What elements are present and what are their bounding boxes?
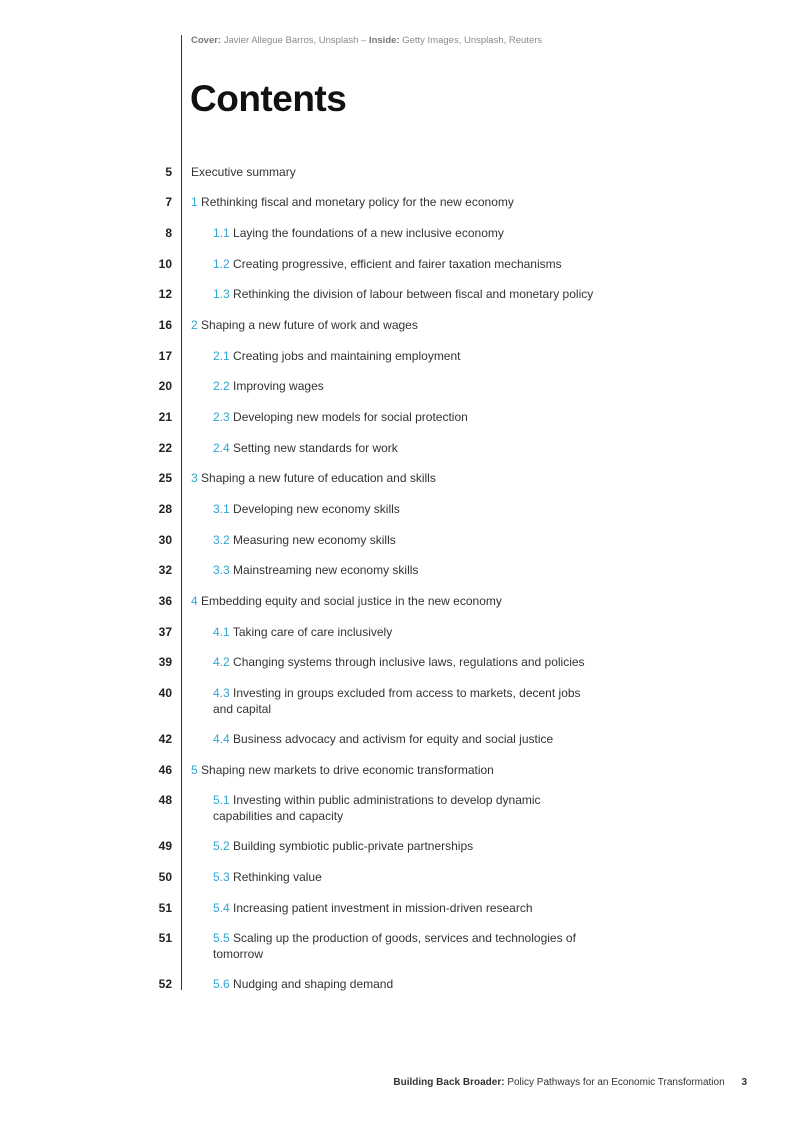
- toc-section-title: Setting new standards for work: [233, 441, 398, 455]
- toc-page-number: 12: [158, 287, 172, 301]
- toc-section-title: Business advocacy and activism for equity and social justice: [233, 732, 554, 746]
- toc-page-number: 39: [158, 655, 172, 669]
- toc-section-title: Rethinking the division of labour between fiscal and monetary policy: [233, 287, 594, 301]
- toc-section-number: 5.2: [213, 839, 230, 853]
- toc-section-number: 4.3: [213, 686, 230, 700]
- toc-section-title: Investing within public administrations to develop dynamic capabilities and capacity: [213, 793, 541, 823]
- toc-entry-text: [213, 226, 603, 242]
- toc-entry-text: [191, 594, 581, 610]
- toc-section-title: Shaping new markets to drive economic transformation: [201, 763, 494, 777]
- toc-section-number: 4.2: [213, 655, 230, 669]
- toc-entry-text: [213, 533, 603, 549]
- toc-page-number: 21: [158, 410, 172, 424]
- toc-section-title: Executive summary: [191, 165, 296, 179]
- toc-section-title: Improving wages: [233, 379, 324, 393]
- toc-section-number: 3.2: [213, 533, 230, 547]
- toc-page-number: 32: [158, 563, 172, 577]
- toc-section-number: 2.1: [213, 349, 230, 363]
- cover-credit: Javier Allegue Barros, Unsplash: [223, 35, 359, 46]
- toc-entry-text: [213, 379, 603, 395]
- inside-label: Inside:: [368, 35, 400, 46]
- toc-entry-text: [213, 839, 603, 855]
- toc-section-title: Rethinking fiscal and monetary policy for the new economy: [201, 195, 514, 209]
- toc-section-title: Shaping a new future of education and skills: [201, 471, 436, 485]
- toc-entry-text: [213, 287, 603, 303]
- footer-title: Policy Pathways for an Economic Transformation: [507, 1077, 725, 1088]
- toc-page-number: 50: [158, 870, 172, 884]
- toc-entry-text: [213, 502, 603, 518]
- page-number: 3: [741, 1077, 747, 1088]
- page-footer: [393, 1077, 747, 1088]
- toc-section-number: 2.4: [213, 441, 230, 455]
- toc-page-number: 7: [165, 195, 172, 209]
- toc-section-number: 5.6: [213, 977, 230, 991]
- toc-section-number: 2: [191, 318, 198, 332]
- cover-label: Cover:: [191, 35, 222, 46]
- toc-page-number: 17: [158, 349, 172, 363]
- toc-section-title: Creating jobs and maintaining employment: [233, 349, 461, 363]
- toc-section-number: 1.3: [213, 287, 230, 301]
- toc-page-number: 16: [158, 318, 172, 332]
- toc-section-number: 1.1: [213, 226, 230, 240]
- toc-section-number: 5.5: [213, 931, 230, 945]
- toc-entry-text: [213, 931, 603, 962]
- toc-section-number: 4.4: [213, 732, 230, 746]
- toc-section-number: 4.1: [213, 625, 230, 639]
- toc-entry-text: [213, 686, 603, 717]
- toc-section-title: Developing new models for social protection: [233, 410, 468, 424]
- toc-entry-text: [213, 410, 603, 426]
- toc-page-number: 48: [158, 793, 172, 807]
- toc-entry-text: [213, 625, 603, 641]
- toc-entry-text: [213, 257, 603, 273]
- toc-section-number: 5.1: [213, 793, 230, 807]
- toc-entry-text: [213, 732, 603, 748]
- toc-section-title: Investing in groups excluded from access to markets, decent jobs and capital: [213, 686, 581, 716]
- toc-section-title: Increasing patient investment in mission-driven research: [233, 901, 533, 915]
- toc-page-number: 46: [158, 763, 172, 777]
- toc-section-number: 5: [191, 763, 198, 777]
- toc-entry-text: [191, 318, 581, 334]
- credit-separator: –: [358, 35, 369, 46]
- toc-section-title: Shaping a new future of work and wages: [201, 318, 418, 332]
- toc-entry-text: [213, 870, 603, 886]
- toc-section-number: 3.3: [213, 563, 230, 577]
- toc-section-number: 5.4: [213, 901, 230, 915]
- toc-page-number: 51: [158, 901, 172, 915]
- toc-section-number: 2.3: [213, 410, 230, 424]
- toc-page-number: 22: [158, 441, 172, 455]
- toc-page-number: 8: [165, 226, 172, 240]
- toc-page-number: 30: [158, 533, 172, 547]
- toc-page-number: 10: [158, 257, 172, 271]
- toc-section-number: 1: [191, 195, 198, 209]
- toc-entry-text: [191, 195, 581, 211]
- toc-page-number: 52: [158, 977, 172, 991]
- toc-entry-text: [213, 793, 603, 824]
- toc-page-number: 36: [158, 594, 172, 608]
- toc-page-number: 5: [165, 165, 172, 179]
- toc-section-title: Mainstreaming new economy skills: [233, 563, 419, 577]
- toc-entry-text: [191, 165, 581, 181]
- inside-credit: Getty Images, Unsplash, Reuters: [402, 35, 543, 46]
- toc-section-title: Embedding equity and social justice in the new economy: [201, 594, 502, 608]
- toc-section-title: Laying the foundations of a new inclusive economy: [233, 226, 504, 240]
- toc-section-number: 3.1: [213, 502, 230, 516]
- toc-section-title: Measuring new economy skills: [233, 533, 396, 547]
- toc-entry-text: [213, 655, 603, 671]
- toc-section-title: Taking care of care inclusively: [232, 625, 393, 639]
- toc-entry-text: [213, 441, 603, 457]
- toc-entry-text: [191, 763, 581, 779]
- toc-page-number: 37: [158, 625, 172, 639]
- vertical-rule: [181, 35, 182, 990]
- toc-entry-text: [213, 349, 603, 365]
- toc-section-title: Creating progressive, efficient and fairer taxation mechanisms: [233, 257, 562, 271]
- toc-section-title: Nudging and shaping demand: [233, 977, 394, 991]
- toc-entry-text: [213, 977, 603, 993]
- toc-page-number: 25: [158, 471, 172, 485]
- toc-section-number: 1.2: [213, 257, 230, 271]
- toc-section-title: Building symbiotic public-private partnerships: [233, 839, 474, 853]
- toc-page-number: 40: [158, 686, 172, 700]
- photo-credits: [191, 35, 542, 46]
- toc-section-number: 4: [191, 594, 198, 608]
- toc-entry-text: [191, 471, 581, 487]
- toc-page-number: 42: [158, 732, 172, 746]
- toc-page-number: 28: [158, 502, 172, 516]
- toc-page-number: 20: [158, 379, 172, 393]
- toc-entry-text: [213, 901, 603, 917]
- toc-section-number: 5.3: [213, 870, 230, 884]
- toc-section-number: 2.2: [213, 379, 230, 393]
- toc-section-number: 3: [191, 471, 198, 485]
- toc-section-title: Developing new economy skills: [233, 502, 400, 516]
- toc-entry-text: [213, 563, 603, 579]
- toc-section-title: Rethinking value: [233, 870, 322, 884]
- page-title: Contents: [190, 78, 347, 119]
- toc-section-title: Changing systems through inclusive laws, regulations and policies: [233, 655, 585, 669]
- toc-section-title: Scaling up the production of goods, services and technologies of tomorrow: [213, 931, 576, 961]
- footer-title-bold: Building Back Broader:: [393, 1077, 505, 1088]
- toc-page-number: 51: [158, 931, 172, 945]
- toc-page-number: 49: [158, 839, 172, 853]
